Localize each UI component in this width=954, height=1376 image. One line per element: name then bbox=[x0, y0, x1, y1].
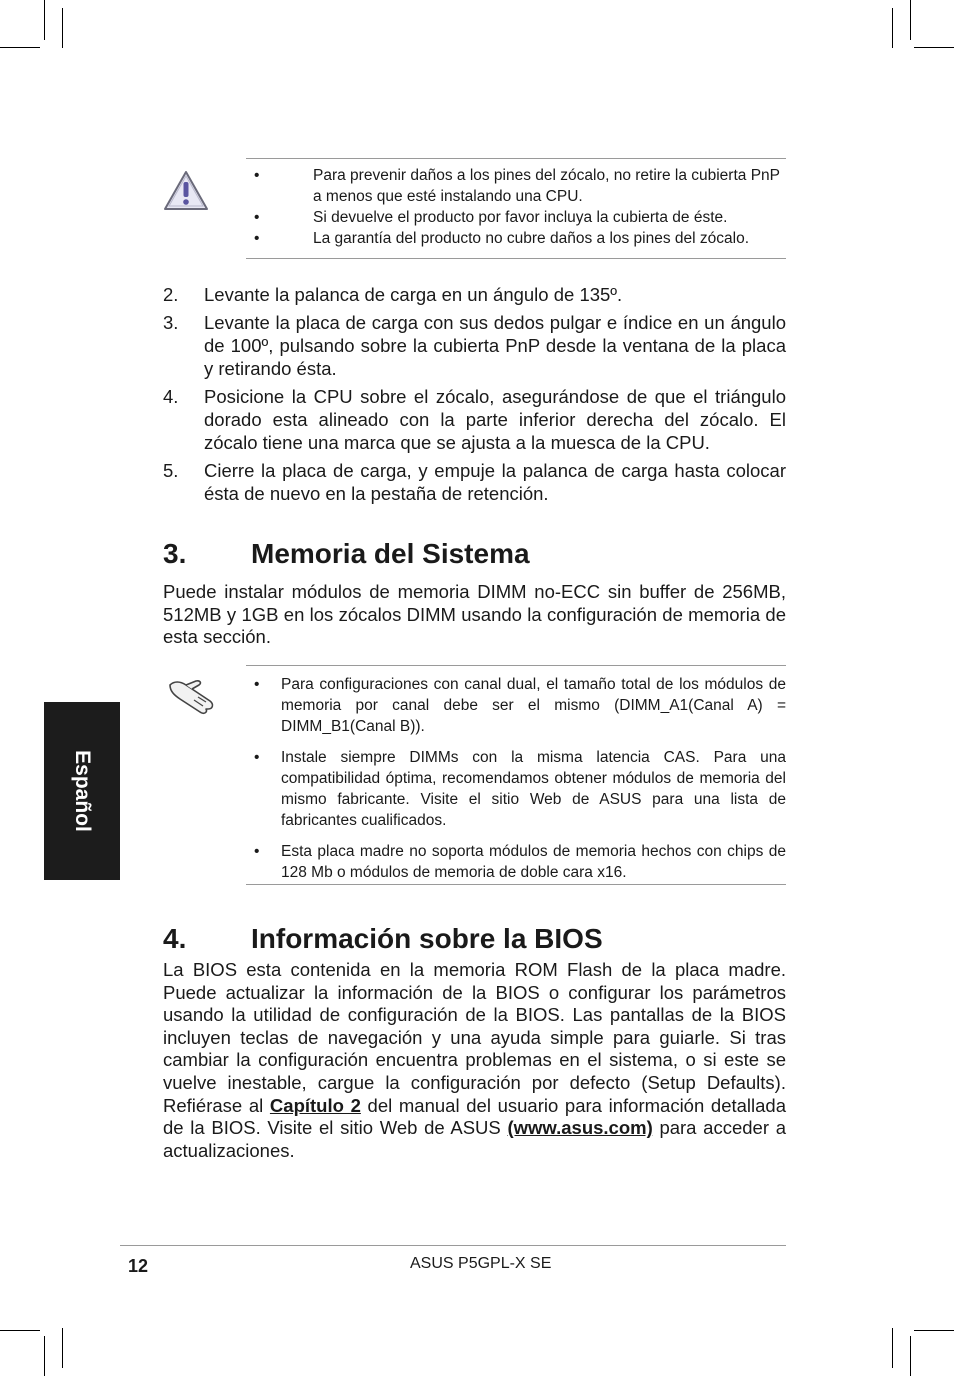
crop-mark bbox=[910, 0, 911, 40]
chapter-link[interactable]: Capítulo 2 bbox=[269, 1094, 361, 1116]
caution-note-text: La garantía del producto no cubre daños a los pines del zócalo. bbox=[313, 230, 750, 247]
list-item: • Si devuelve el producto por favor incluya la cubierta de éste. bbox=[254, 209, 728, 226]
section-title: Información sobre la BIOS bbox=[251, 923, 603, 954]
crop-mark bbox=[0, 1330, 40, 1331]
crop-mark bbox=[44, 1336, 45, 1376]
caution-note-text: Si devuelve el producto por favor incluya la cubierta de éste. bbox=[313, 209, 728, 226]
section-heading bbox=[163, 923, 603, 955]
step-number: 4. bbox=[163, 386, 179, 407]
body-text: del manual del usuario para información detallada de la BIOS. Visite el sitio Web de ASUS bbox=[163, 1094, 787, 1139]
crop-mark bbox=[892, 1328, 893, 1368]
section-body bbox=[163, 959, 786, 1162]
step-text: Posicione la CPU sobre el zócalo, asegurándose de que el triángulo dorado esta alineado con la parte inferior derecha del zócalo. El zócalo tiene una marca que se ajusta a la muesca de la CPU. bbox=[204, 386, 786, 453]
caution-note-text: Para prevenir daños a los pines del zócalo, no retire la cubierta PnP a menos que esté instalando una CPU. bbox=[313, 167, 780, 205]
section-title: Memoria del Sistema bbox=[251, 538, 530, 569]
caution-icon bbox=[162, 168, 210, 214]
section-heading bbox=[163, 538, 530, 570]
page-number: 12 bbox=[128, 1256, 149, 1276]
memory-note-text: Para configuraciones con canal dual, el tamaño total de los módulos de memoria por canal debe ser el mismo (DIMM_A1(Canal A) = DIMM_B1(Canal B)). bbox=[281, 676, 786, 735]
caution-note-list bbox=[246, 165, 786, 249]
crop-mark bbox=[914, 1330, 954, 1331]
crop-mark bbox=[0, 47, 40, 48]
crop-mark bbox=[62, 1328, 63, 1368]
memory-note-list bbox=[246, 674, 786, 883]
step-number: 2. bbox=[163, 284, 179, 305]
crop-mark bbox=[914, 47, 954, 48]
memory-note-text: Instale siempre DIMMs con la misma latencia CAS. Para una compatibilidad óptima, recomendamos obtener módulos de memoria del mismo fabricante. Visite el sitio Web de ASUS para una lista de fabricantes cualificados. bbox=[281, 749, 786, 829]
note-hand-icon bbox=[166, 675, 218, 717]
list-item: • Para prevenir daños a los pines del zócalo, no retire la cubierta PnP a menos que esté instalando una CPU. bbox=[254, 167, 780, 205]
body-text: para acceder a actualizaciones. bbox=[163, 1117, 786, 1161]
step-text: Levante la placa de carga con sus dedos pulgar e índice en un ángulo de 100º, pulsando sobre la cubierta PnP desde la ventana de la placa y retirando ésta. bbox=[204, 312, 786, 379]
caution-note-box bbox=[246, 158, 786, 259]
section-number: 3. bbox=[163, 538, 187, 569]
list-item bbox=[163, 459, 786, 505]
footer-product-name: ASUS P5GPL-X SE bbox=[410, 1255, 552, 1272]
installation-steps bbox=[163, 283, 786, 510]
crop-mark bbox=[62, 8, 63, 48]
step-number: 5. bbox=[163, 460, 179, 481]
website-link[interactable]: (www.asus.com) bbox=[507, 1117, 653, 1139]
crop-mark bbox=[910, 1336, 911, 1376]
body-text: La BIOS esta contenida en la memoria ROM Flash de la placa madre. Puede actualizar la información de la BIOS o configurar los parámetros usando la utilidad de configuración de la BIOS. Las pantallas de la BIOS incluyen teclas de navegación y una ayuda simple para guiarle. Si tras cambiar la configuración encuentra problemas en el sistema, o si este se vuelve inestable, cargue la configuración por defecto (Setup Defaults). Refiérase al bbox=[163, 959, 786, 1116]
step-number: 3. bbox=[163, 312, 179, 333]
step-text: Cierre la placa de carga, y empuje la palanca de carga hasta colocar ésta de nuevo en la pestaña de retención. bbox=[204, 460, 786, 504]
language-label: Español bbox=[71, 750, 94, 832]
list-item bbox=[163, 283, 786, 306]
list-item bbox=[163, 385, 786, 454]
step-text: Levante la palanca de carga en un ángulo de 135º. bbox=[204, 284, 623, 305]
crop-mark bbox=[44, 0, 45, 40]
list-item: • La garantía del producto no cubre daños a los pines del zócalo. bbox=[254, 230, 750, 247]
memory-note-text: Esta placa madre no soporta módulos de memoria hechos con chips de 128 Mb o módulos de memoria de doble cara x16. bbox=[281, 843, 786, 881]
section-body: Puede instalar módulos de memoria DIMM no-ECC sin buffer de 256MB, 512MB y 1GB en los zócalos DIMM usando la configuración de memoria de esta sección. bbox=[163, 581, 786, 648]
list-item: • Para configuraciones con canal dual, el tamaño total de los módulos de memoria por canal debe ser el mismo (DIMM_A1(Canal A) = DIMM_B1(Canal B)). bbox=[254, 676, 786, 735]
memory-note-box bbox=[246, 665, 786, 885]
list-item: • Instale siempre DIMMs con la misma latencia CAS. Para una compatibilidad óptima, recomendamos obtener módulos de memoria del mismo fabricante. Visite el sitio Web de ASUS para una lista de fabricantes cualificados. bbox=[254, 749, 786, 829]
list-item bbox=[163, 311, 786, 380]
list-item: • Esta placa madre no soporta módulos de memoria hechos con chips de 128 Mb o módulos de memoria de doble cara x16. bbox=[254, 843, 786, 881]
crop-mark bbox=[892, 8, 893, 48]
section-number: 4. bbox=[163, 923, 187, 954]
footer-divider bbox=[120, 1245, 786, 1246]
language-side-tab bbox=[44, 702, 120, 880]
